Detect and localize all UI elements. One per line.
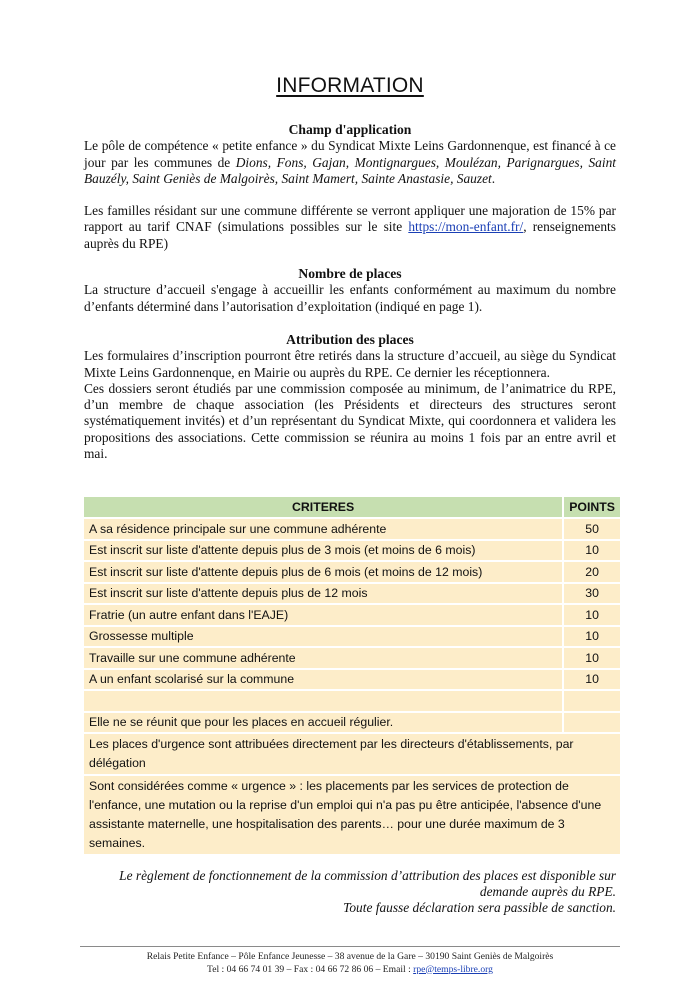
paragraph-majoration bbox=[84, 203, 616, 252]
reglement-note: Le règlement de fonctionnement de la commission d’attribution des places est disponible sur demande auprès du RPE. bbox=[119, 868, 616, 899]
note-urgence-attribution: Les places d'urgence sont attribuées directement par les directeurs d'établissements, par délégation bbox=[84, 734, 620, 774]
criterion: A sa résidence principale sur une commune adhérente bbox=[84, 519, 562, 539]
header-criteres: CRITERES bbox=[84, 497, 562, 517]
criterion: Elle ne se réunit que pour les places en accueil régulier. bbox=[84, 713, 562, 733]
points: 10 bbox=[562, 670, 620, 690]
table-row bbox=[84, 541, 620, 561]
criterion: Grossesse multiple bbox=[84, 627, 562, 647]
sanction-note: Toute fausse déclaration sera passible de sanction. bbox=[343, 900, 616, 915]
footer-contact bbox=[84, 964, 616, 977]
page-title bbox=[84, 74, 616, 98]
table-row bbox=[84, 562, 620, 582]
criterion: Est inscrit sur liste d'attente depuis plus de 3 mois (et moins de 6 mois) bbox=[84, 541, 562, 561]
table-row bbox=[84, 584, 620, 604]
table-note-row bbox=[84, 776, 620, 854]
text: , renseignements auprès du RPE) bbox=[84, 219, 616, 251]
table-row bbox=[84, 605, 620, 625]
criterion bbox=[84, 691, 562, 711]
text: Les familles résidant sur une commune différente se verront appliquer une majoration de 15% par rapport au tarif CNAF (simulations possibles sur le site bbox=[84, 203, 616, 235]
points bbox=[562, 691, 620, 711]
footer-divider bbox=[80, 946, 620, 947]
footer-address: Relais Petite Enfance – Pôle Enfance Jeunesse – 38 avenue de la Gare – 30190 Saint Geniès de Malgoirès bbox=[146, 951, 554, 962]
paragraph-capacity: La structure d’accueil s'engage à accueillir les enfants conformément au maximum du nombre d’enfants déterminé dans l’autorisation d’exploitation (indiqué en page 1). bbox=[84, 282, 616, 314]
table-row bbox=[84, 627, 620, 647]
section-attribution-places bbox=[84, 332, 616, 462]
header-points: POINTS bbox=[562, 497, 620, 517]
section-nombre-places bbox=[84, 266, 616, 315]
points: 10 bbox=[562, 605, 620, 625]
closing-notes bbox=[76, 868, 616, 916]
criterion: Fratrie (un autre enfant dans l'EAJE) bbox=[84, 605, 562, 625]
points: 30 bbox=[562, 584, 620, 604]
section-heading: Champ d'application bbox=[288, 122, 412, 137]
text: . bbox=[491, 170, 496, 186]
mon-enfant-link[interactable]: https://mon-enfant.fr/ bbox=[408, 219, 524, 235]
table-row bbox=[84, 713, 620, 733]
criterion: Travaille sur une commune adhérente bbox=[84, 648, 562, 668]
email-link[interactable]: rpe@temps-libre.org bbox=[413, 963, 493, 975]
table-row-empty bbox=[84, 691, 620, 711]
criteria-table bbox=[84, 495, 620, 856]
text: Le pôle de compétence « petite enfance » du Syndicat Mixte Leins Gardonnenque, est financé à ce jour par les communes de bbox=[84, 138, 616, 170]
note-urgence-definition: Sont considérées comme « urgence » : les placements par les services de protection de l'enfance, une mutation ou la reprise d'un emploi qui n'a pas pu être anticipée, l'absence d'une assistante maternelle, une hospitalisation des parents… pour une durée maximum de 3 semaines. bbox=[84, 776, 620, 854]
points: 10 bbox=[562, 541, 620, 561]
criterion: A un enfant scolarisé sur la commune bbox=[84, 670, 562, 690]
criterion: Est inscrit sur liste d'attente depuis plus de 12 mois bbox=[84, 584, 562, 604]
contact-text: Tel : 04 66 74 01 39 – Fax : 04 66 72 86 06 – Email : bbox=[207, 963, 414, 975]
points: 10 bbox=[562, 627, 620, 647]
points: 50 bbox=[562, 519, 620, 539]
points: 20 bbox=[562, 562, 620, 582]
criterion: Est inscrit sur liste d'attente depuis plus de 6 mois (et moins de 12 mois) bbox=[84, 562, 562, 582]
table-note-row bbox=[84, 734, 620, 774]
table-header-row bbox=[84, 497, 620, 517]
points: 10 bbox=[562, 648, 620, 668]
section-champ-application bbox=[84, 122, 616, 252]
page-title-text: INFORMATION bbox=[276, 74, 424, 97]
page-footer bbox=[84, 951, 616, 976]
points bbox=[562, 713, 620, 733]
paragraph-formulaires: Les formulaires d’inscription pourront être retirés dans la structure d’accueil, au siège du Syndicat Mixte Leins Gardonnenque, en Mairie ou auprès du RPE. Ce dernier les réceptionnera. bbox=[84, 348, 616, 380]
communes-list: Dions, Fons, Gajan, Montignargues, Moulézan, Parignargues, Saint Bauzély, Saint Geniès de Malgoirès, Saint Mamert, Sainte Anastasie, Sauzet bbox=[84, 154, 616, 186]
table-row bbox=[84, 519, 620, 539]
paragraph-commission: Ces dossiers seront étudiés par une commission composée au minimum, de l’animatrice du RPE, d’un membre de chaque association (les Présidents et directeurs des structures seront systématiquement invités) et d’un représentant du Syndicat Mixte, qui coordonnera et validera les propositions des associations. Cette commission se réunira au moins 1 fois par an entre avril et mai. bbox=[84, 380, 616, 462]
table-row bbox=[84, 648, 620, 668]
section-heading: Attribution des places bbox=[286, 332, 414, 347]
section-heading: Nombre de places bbox=[298, 266, 402, 281]
table-row bbox=[84, 670, 620, 690]
paragraph-communes bbox=[84, 138, 616, 187]
